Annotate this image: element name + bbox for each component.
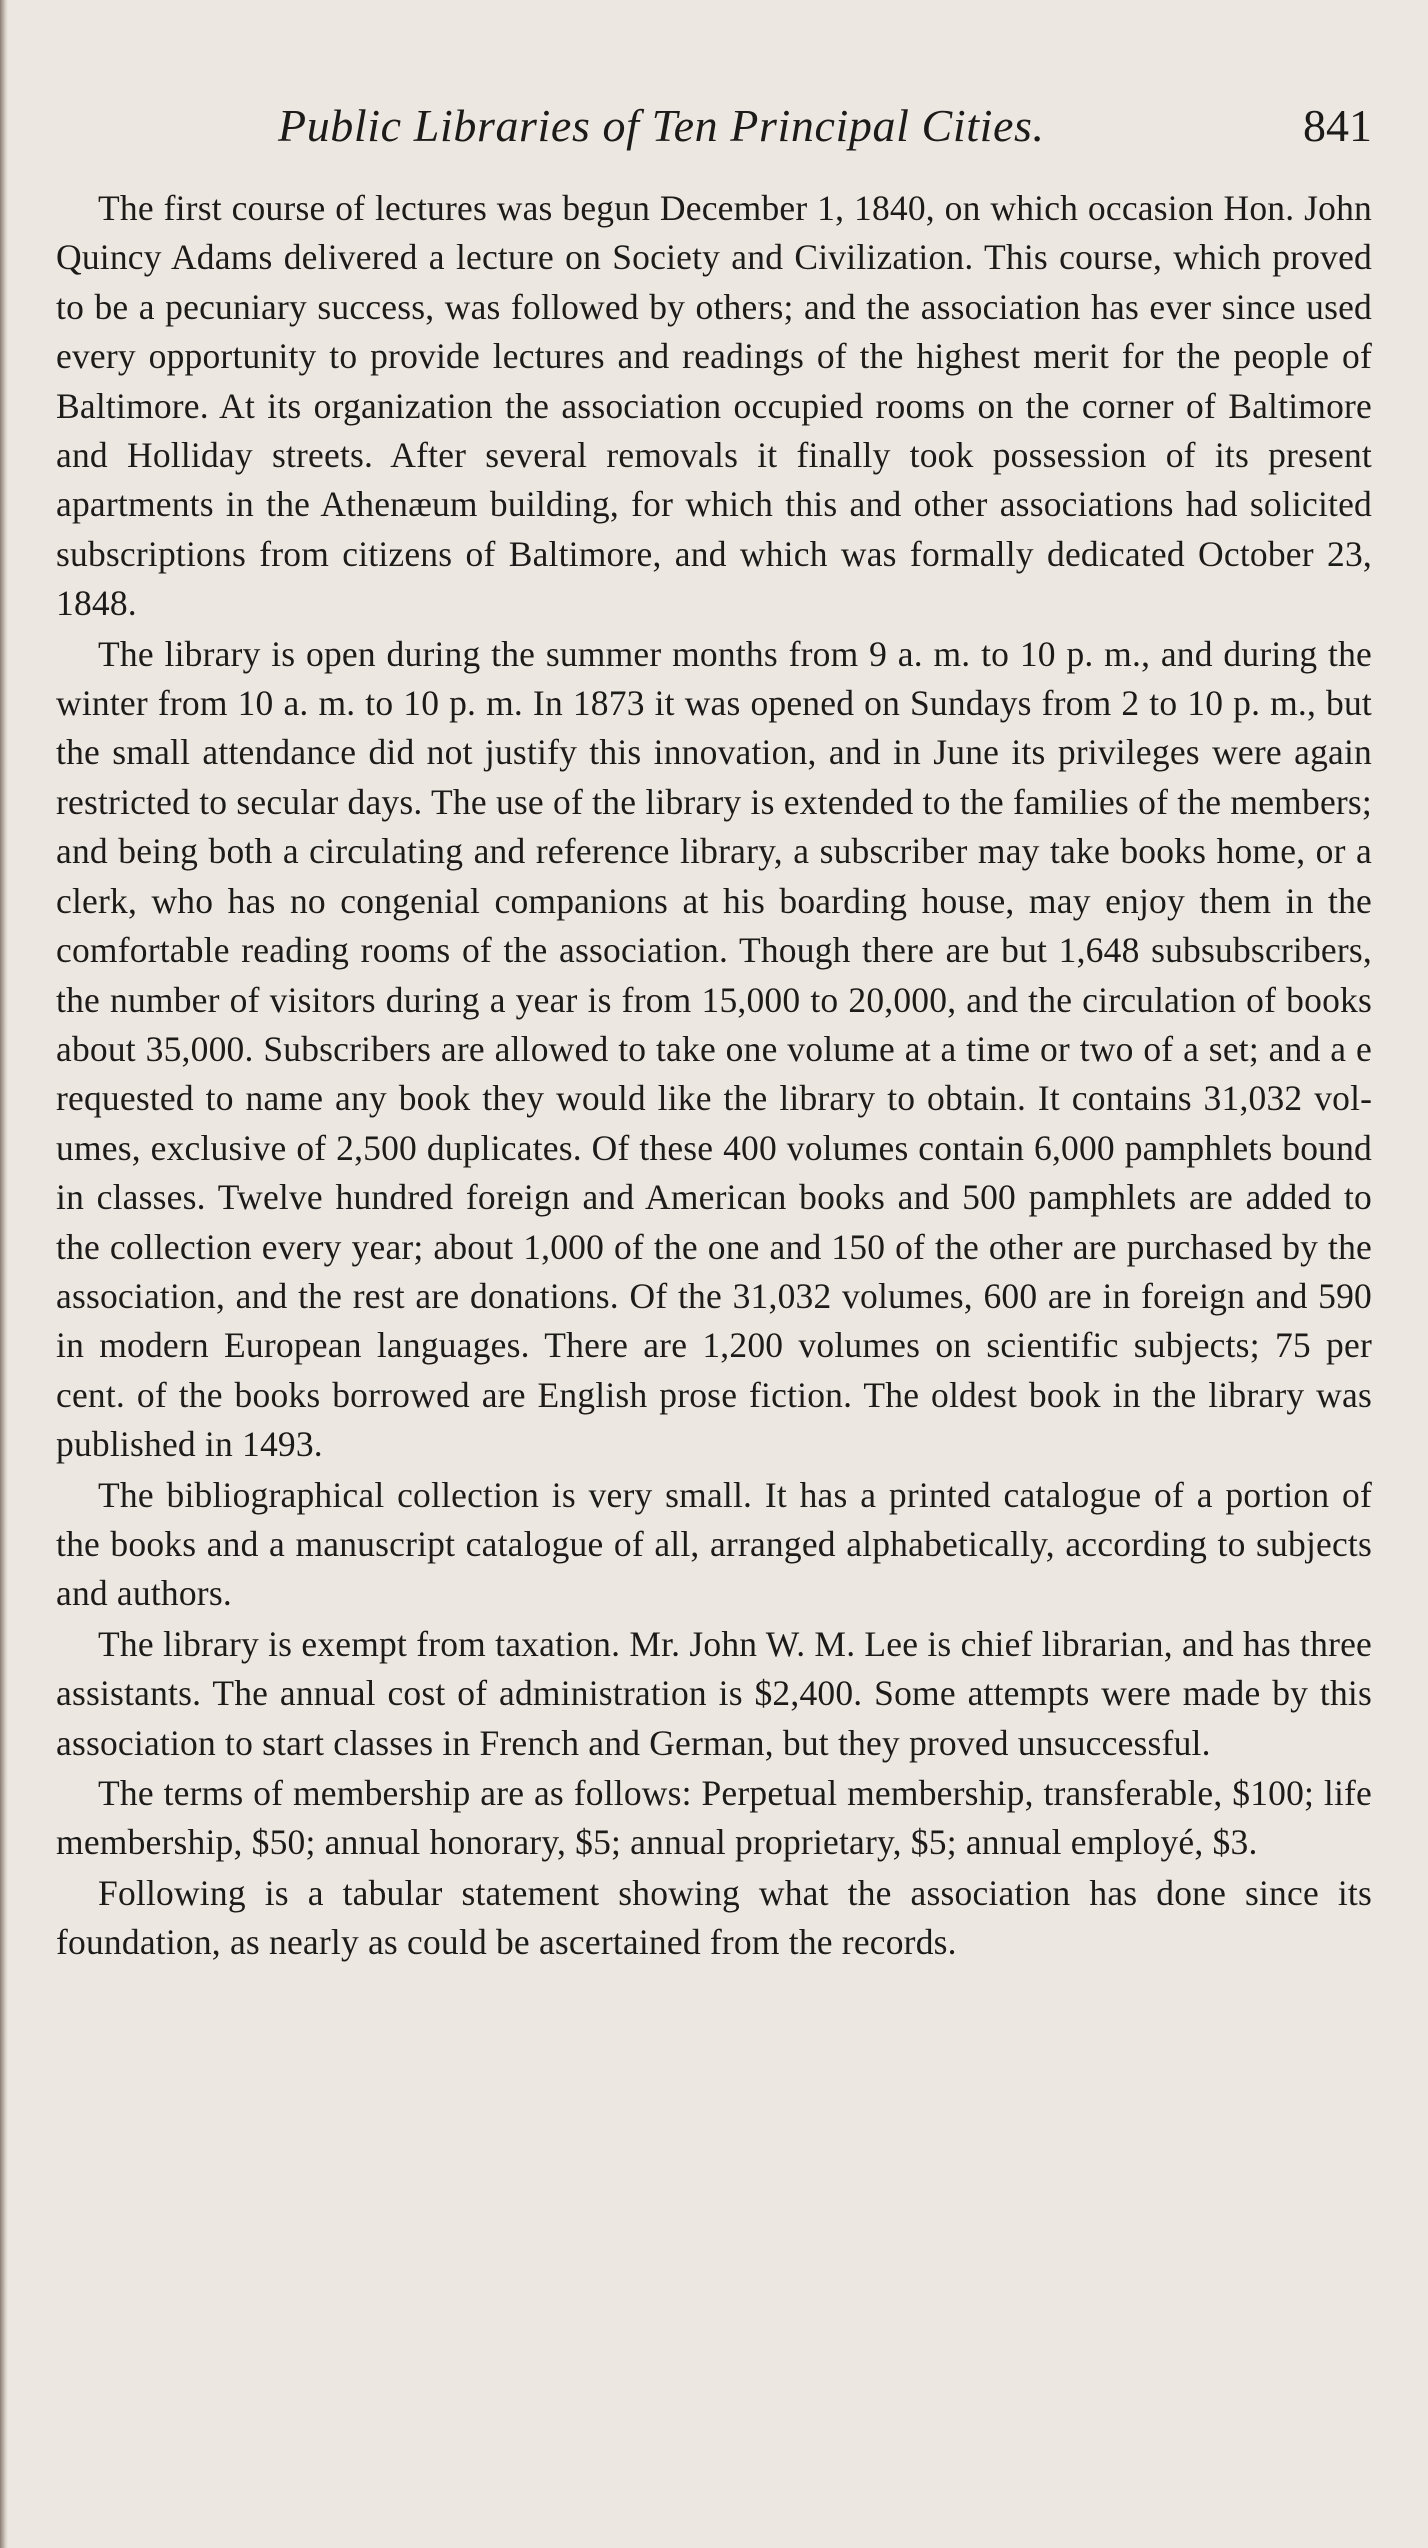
page-number: 841 xyxy=(1303,100,1372,151)
paragraph-tabular-statement: Following is a tabular statement showing what the association has done since its foundation, as nearly as could be ascertained from the records. xyxy=(56,1872,1372,1963)
page-header xyxy=(278,96,1372,156)
paragraph-administration: The library is exempt from taxation. Mr. John W. M. Lee is chief librarian, and has three assistants. The annual cost of administration is $2,400. Some attempts were made by this association to start classes in French and German, but they proved unsuccessful. xyxy=(56,1623,1372,1763)
running-title: Public Libraries of Ten Principal Cities. xyxy=(278,100,1045,151)
paragraph-bibliographical-collection: The bibliographical collection is very small. It has a printed catalogue of a portion of the books and a manuscript catalogue of all, arranged alphabetically, according to subjects and authors. xyxy=(56,1474,1372,1614)
paragraph-lectures: The first course of lectures was begun December 1, 1840, on which occasion Hon. John Quincy Adams delivered a lecture on Society and Civilization. This course, which proved to be a pecuniary success, was followed by others; and the association has ever since used every opportunity to provide lectures and readings of the highest merit for the people of Baltimore. At its organization the association occupied rooms on the corner of Baltimore and Holliday streets. After several removals it finally took possession of its present apartments in the Athenæum building, for which this and other associations had solicited subscriptions from citizens of Baltimore, and which was formally dedicated October 23, 1848. xyxy=(56,188,1372,624)
page-binding-edge xyxy=(0,0,8,2548)
body-text xyxy=(56,184,1372,1969)
paragraph-library-hours: The library is open during the summer months from 9 a. m. to 10 p. m., and during the winter from 10 a. m. to 10 p. m. In 1873 it was opened on Sundays from 2 to 10 p. m., but the small attendance did not justify this innovation, and in June its privileges were again restricted to secular days. The use of the library is extended to the families of the members; and being both a circulating and reference library, a subscriber may take books home, or a clerk, who has no congenial companions at his boarding house, may enjoy them in the comfortable reading rooms of the association. Though there are but 1,648 subsubscribers, the number of visitors during a year is from 15,000 to 20,000, and the circulation of books about 35,000. Subscribers are allowed to take one volume at a time or two of a set; and a e requested to name any book they would like the library to obtain. It contains 31,032 volumes, exclusive of 2,500 duplicates. Of these 400 volumes contain 6,000 pamphlets bound in classes. Twelve hundred foreign and American books and 500 pamphlets are added to the collection every year; about 1,000 of the one and 150 of the other are purchased by the association, and the rest are donations. Of the 31,032 volumes, 600 are in foreign and 590 in modern European languages. There are 1,200 volumes on scientific subjects; 75 per cent. of the books borrowed are English prose fiction. The oldest book in the library was published in 1493. xyxy=(56,633,1372,1465)
paragraph-membership-terms: The terms of membership are as follows: Perpetual membership, transferable, $100; life membership, $50; annual honorary, $5; annual proprietary, $5; annual employé, $3. xyxy=(56,1773,1372,1863)
